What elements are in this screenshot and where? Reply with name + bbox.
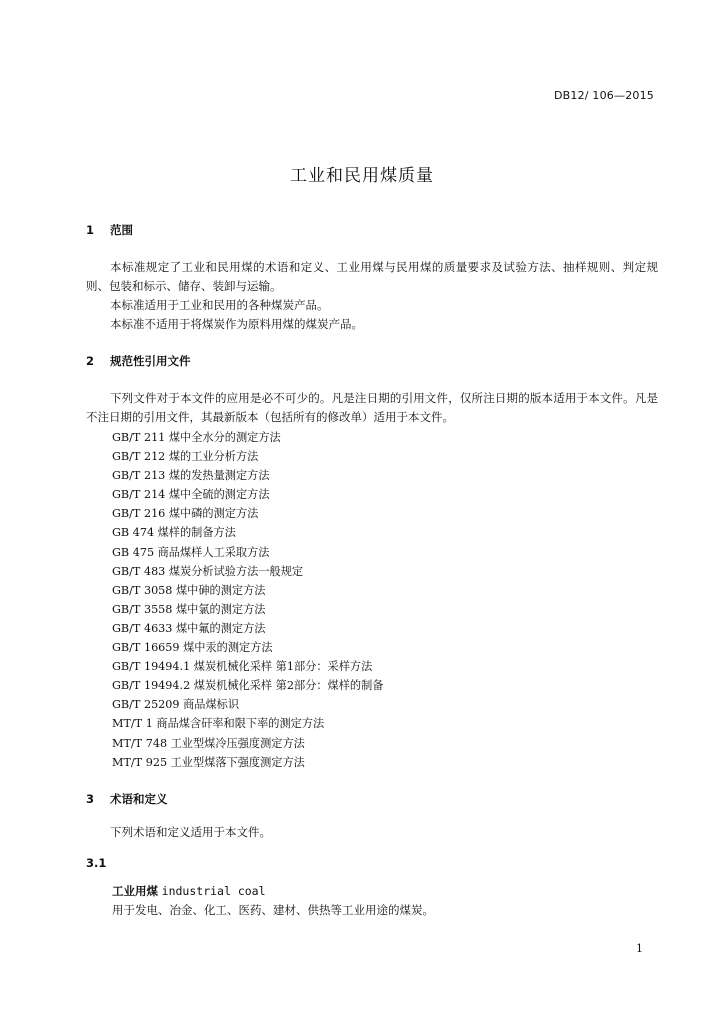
reference-item: GB/T 3058 煤中砷的测定方法 xyxy=(112,583,266,597)
section-1-number: 1 xyxy=(86,223,95,237)
section-3-intro-text: 下列术语和定义适用于本文件。 xyxy=(110,825,271,839)
term-entry xyxy=(112,882,266,901)
section-3-title: 术语和定义 xyxy=(110,792,168,806)
section-1-paragraph: 本标准不适用于将煤炭作为原料用煤的煤炭产品。 xyxy=(110,317,363,331)
reference-item: GB/T 4633 煤中氟的测定方法 xyxy=(112,621,266,635)
reference-item: GB/T 16659 煤中汞的测定方法 xyxy=(112,641,273,655)
term-name-cn: 工业用煤 xyxy=(112,884,158,898)
section-1-paragraph: 本标准规定了工业和民用煤的术语和定义、工业用煤与民用煤的质量要求及试验方法、抽样规则、判定规则、包装和标示、储存、装卸与运输。 xyxy=(86,260,658,293)
page-number: 1 xyxy=(636,942,643,955)
section-1-paragraph: 本标准适用于工业和民用的各种煤炭产品。 xyxy=(110,298,329,312)
reference-list xyxy=(112,428,383,772)
section-1-heading xyxy=(86,222,133,238)
reference-item: MT/T 925 工业型煤落下强度测定方法 xyxy=(112,755,305,769)
reference-item: GB/T 3558 煤中氯的测定方法 xyxy=(112,602,266,616)
reference-item: GB/T 214 煤中全硫的测定方法 xyxy=(112,488,270,502)
section-2-heading xyxy=(86,353,191,369)
section-2-intro xyxy=(86,389,658,427)
document-title: 工业和民用煤质量 xyxy=(290,166,434,186)
reference-item: GB/T 483 煤炭分析试验方法一般规定 xyxy=(112,564,304,578)
reference-item: GB/T 212 煤的工业分析方法 xyxy=(112,450,259,464)
section-3-intro xyxy=(86,823,658,842)
term-definition: 用于发电、冶金、化工、医药、建材、供热等工业用途的煤炭。 xyxy=(112,903,434,917)
section-3-number: 3 xyxy=(86,792,95,806)
reference-item: MT/T 1 商品煤含矸率和限下率的测定方法 xyxy=(112,717,325,731)
reference-item: MT/T 748 工业型煤冷压强度测定方法 xyxy=(112,736,305,750)
reference-item: GB/T 213 煤的发热量测定方法 xyxy=(112,469,270,483)
reference-item: GB/T 216 煤中磷的测定方法 xyxy=(112,507,259,521)
reference-item: GB/T 19494.1 煤炭机械化采样 第1部分：采样方法 xyxy=(112,660,373,674)
section-1-body xyxy=(86,258,658,334)
reference-item: GB/T 25209 商品煤标识 xyxy=(112,698,240,712)
section-1-title: 范围 xyxy=(110,223,134,237)
section-2-number: 2 xyxy=(86,354,95,368)
section-2-title: 规范性引用文件 xyxy=(110,354,191,368)
section-2-intro-text: 下列文件对于本文件的应用是必不可少的。凡是注日期的引用文件，仅所注日期的版本适用于本文件。凡是不注日期的引用文件，其最新版本（包括所有的修改单）适用于本文件。 xyxy=(86,391,658,424)
subsection-3-1-number: 3.1 xyxy=(86,856,107,870)
reference-item: GB/T 211 煤中全水分的测定方法 xyxy=(112,431,281,444)
reference-item: GB/T 19494.2 煤炭机械化采样 第2部分：煤样的制备 xyxy=(112,679,384,693)
reference-item: GB 474 煤样的制备方法 xyxy=(112,526,236,540)
term-name-en: industrial coal xyxy=(161,884,266,898)
document-code: DB12/ 106—2015 xyxy=(553,89,654,102)
section-3-heading xyxy=(86,791,168,807)
reference-item: GB 475 商品煤样人工采取方法 xyxy=(112,545,270,559)
